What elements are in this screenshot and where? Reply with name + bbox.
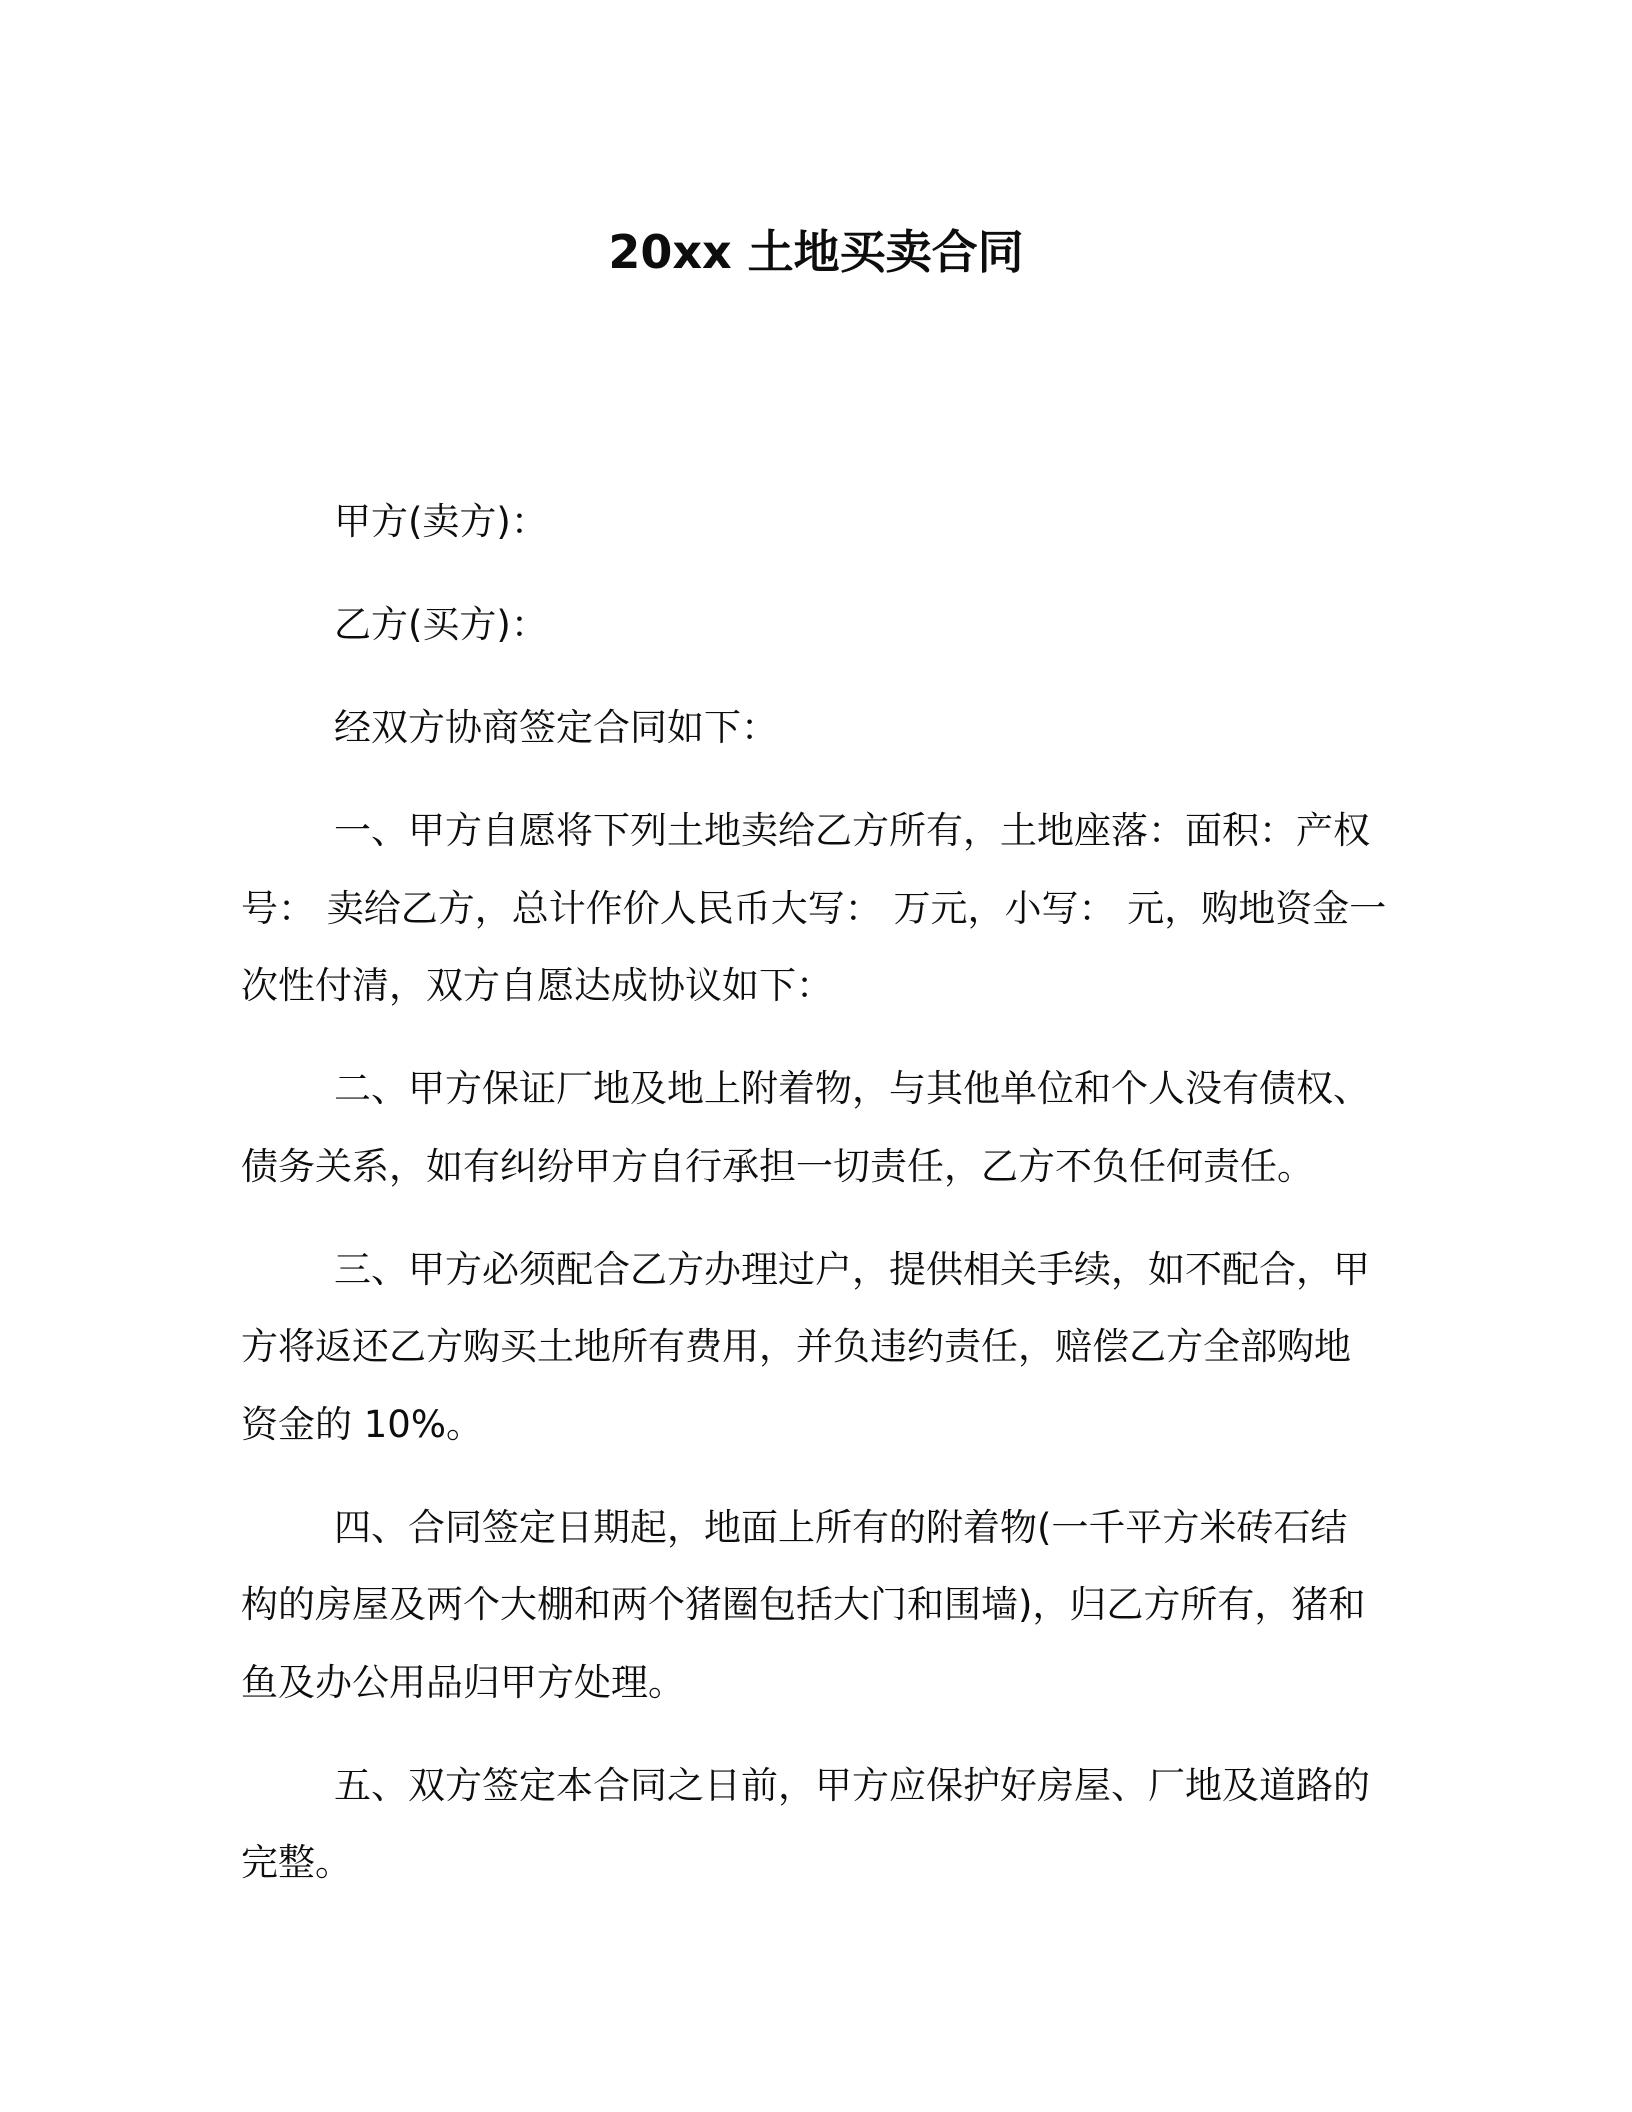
paragraph-line: 次性付清，双方自愿达成协议如下： [241, 964, 833, 1007]
paragraph-line: 甲方(卖方)： [334, 500, 548, 543]
clause-2 [241, 1050, 1391, 1205]
clause-1 [241, 792, 1391, 1025]
clause-5 [241, 1747, 1391, 1902]
paragraph-line: 号： 卖给乙方，总计作价人民币大写： 万元，小写： 元，购地资金一 [241, 886, 1387, 930]
paragraph-line: 资金的 10%。 [241, 1402, 483, 1446]
paragraph-line: 五、双方签定本合同之日前，甲方应保护好房屋、厂地及道路的 [334, 1763, 1370, 1807]
paragraph-line: 构的房屋及两个大棚和两个猪圈包括大门和围墙)，归乙方所有，猪和 [241, 1583, 1366, 1626]
paragraph-preamble [241, 689, 1391, 767]
paragraph-line: 一、甲方自愿将下列土地卖给乙方所有，土地座落：面积：产权 [334, 809, 1370, 852]
paragraph-line: 完整。 [241, 1841, 352, 1884]
paragraph-line: 四、合同签定日期起，地面上所有的附着物(一千平方米砖石结 [334, 1505, 1348, 1549]
paragraph-line: 经双方协商签定合同如下： [334, 706, 778, 749]
document-body [241, 483, 1391, 1927]
clause-3 [241, 1231, 1391, 1464]
paragraph-party-a [241, 483, 1391, 561]
paragraph-line: 乙方(买方)： [334, 603, 548, 646]
paragraph-line: 鱼及办公用品归甲方处理。 [241, 1660, 685, 1704]
paragraph-line: 债务关系，如有纠纷甲方自行承担一切责任，乙方不负任何责任。 [241, 1144, 1314, 1188]
paragraph-line: 三、甲方必须配合乙方办理过户，提供相关手续，如不配合，甲 [334, 1247, 1370, 1291]
paragraph-line: 方将返还乙方购买土地所有费用，并负违约责任，赔偿乙方全部购地 [241, 1325, 1351, 1368]
paragraph-party-b [241, 586, 1391, 664]
document-title: 20xx 土地买卖合同 [608, 225, 1024, 279]
paragraph-line: 二、甲方保证厂地及地上附着物，与其他单位和个人没有债权、 [334, 1067, 1370, 1110]
clause-4 [241, 1489, 1391, 1722]
